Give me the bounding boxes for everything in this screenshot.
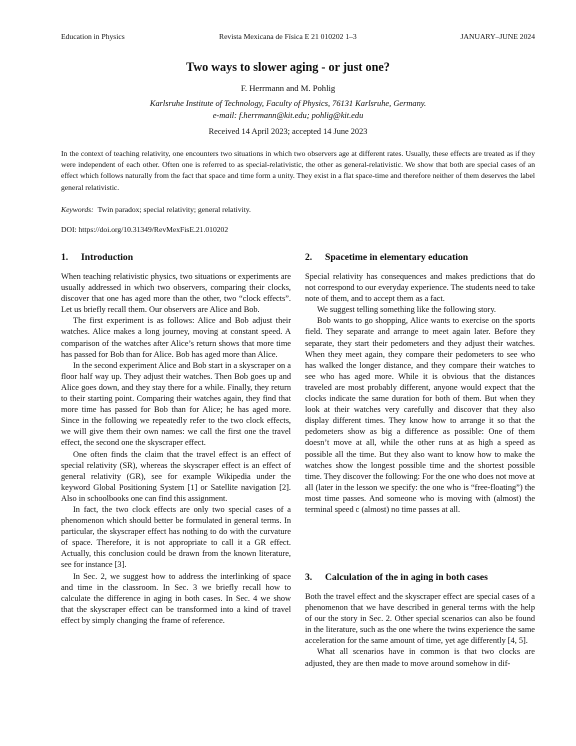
paragraph: Special relativity has consequences and makes predictions that do not correspond to our everyday experience. The students need to take note of them, and to accept them as a fact. [305,272,536,304]
paragraph: Bob wants to go shopping, Alice wants to exercise on the sports field. They separate and arrange to meet again later. Before they separate, they start their pedometers and they adjust their watches. When they meet again, they compare their pedometers to see who has walked the longer distance, and they compare their watches to see who has aged more. While it is obvious that the distances traveled are most probably different, anyone would expect that the clocks indicate the same duration for both of them. But when they look at their watches very carefully and discover that they also display different times. They know how to arrange it so that the pedometers show as big a difference as possible: One of them doesn’t move at all, while the other runs at as high a speed as possible all the time. But they also want to know how to make the watches show the longest possible time and the shortest possible time. They discover the following: For the one who does not move at all (later in the lesson we specify: the one who is “free-floating”) the most time passes. And someone who is moving with (almost) the terminal speed c (almost) no time passes at all. [305,316,535,514]
section-2-heading: 2. Spacetime in elementary education [305,252,469,263]
paragraph: In Sec. 2, we suggest how to address the interlinking of space and time in the classroom. In Sec. 3 we briefly recall how to calculate the difference in aging in both cases. In Sec. 4 we show that the skyscraper effect can be transformed into a kind of travel effect by simply changing the frame of reference. [61,571,291,625]
keywords-text: Twin paradox; special relativity; general relativity. [97,205,251,214]
email: e-mail: f.herrmann@kit.edu; pohlig@kit.edu [212,110,364,120]
section-1-heading: 1. Introduction [61,252,134,263]
running-header [61,32,535,44]
journal-citation: Revista Mexicana de Física E 21 010202 1–3 [219,32,357,41]
paragraph: We suggest telling something like the following story. [317,305,496,315]
doi-link[interactable]: DOI: https://doi.org/10.31349/RevMexFisE.21.010202 [61,225,229,234]
paper-title: Two ways to slower aging - or just one? [186,60,390,74]
keywords-label: Keywords: [61,205,94,214]
journal-issue: JANUARY–JUNE 2024 [460,32,535,41]
paragraph: In fact, the two clock effects are only two special cases of a phenomenon which should better be formulated in general terms. In particular, the skyscraper effect has nothing to do with the curvature of space. Therefore, it is not appropriate to call it a GR effect. Actually, this conclusion could be drawn from the known literature, see for instance [3]. [61,504,291,570]
authors: F. Herrmann and M. Pohlig [240,83,336,93]
paragraph: When teaching relativistic physics, two situations or experiments are usually addressed in which two observers, comparing their clocks, discover that one has aged more than the other, two “clock effects”. Let us briefly recall them. Our observers are Alice and Bob. [61,272,291,315]
paragraph: One often finds the claim that the travel effect is an effect of special relativity (SR), whereas the skyscraper effect is an effect of general relativity (GR), see for example Wikipedia under the keyword Global Positioning System [1] or Satellite navigation [2]. Also in schoolbooks one can find this assignment. [61,449,291,503]
received-dates: Received 14 April 2023; accepted 14 June 2023 [208,127,368,136]
paragraph: The first experiment is as follows: Alice and Bob adjust their watches. Alice makes a long journey, moving at constant speed. A comparison of the watches after Alice’s return shows that more time has passed for Bob than for Alice. Bob has aged more than Alice. [61,316,291,359]
abstract: In the context of teaching relativity, one encounters two situations in which two observers age at different rates. Usually, these effects are treated as if they were independent of each other. Often one is referred to as special-relativistic, the other as general-relativistic. We show that both are special cases of an effect which follows naturally from the fact that space and time form a unity. They exist in a flat space-time and therefore neither of them deserves the label general relativistic. [61,149,535,192]
section-3 [305,572,535,669]
paragraph: What all scenarios have in common is that two clocks are adjusted, they are then made to move around somehow in dif- [305,647,535,668]
section-3-heading: 3. Calculation of the in aging in both cases [305,572,488,583]
affiliation: Karlsruhe Institute of Technology, Faculty of Physics, 76131 Karlsruhe, Germany. [149,99,427,108]
keywords [61,205,535,214]
paragraph: Both the travel effect and the skyscraper effect are special cases of a phenomenon that we have described in general terms with the help of our the story in Sec. 2. Other special scenarios can also be found in the literature, such as the one where the twins experience the same acceleration for the same amount of time, yet age differently [4, 5]. [305,592,535,646]
paragraph: In the second experiment Alice and Bob start in a skyscraper on a floor half way up. They adjust their watches. Then Bob goes up and Alice goes down, and they stay there for a while. Finally, they return to their starting point. Comparing their watches again, they find that more time has passed for Bob than for Alice; he has aged more. Since in the following we repeatedly refer to the two clock effects, we will give them their own names: we call the first one the travel effect, the second one the skyscraper effect. [61,360,291,448]
right-column [305,252,535,515]
journal-section: Education in Physics [61,32,125,41]
affiliation-block [0,98,576,121]
left-column [61,252,291,626]
